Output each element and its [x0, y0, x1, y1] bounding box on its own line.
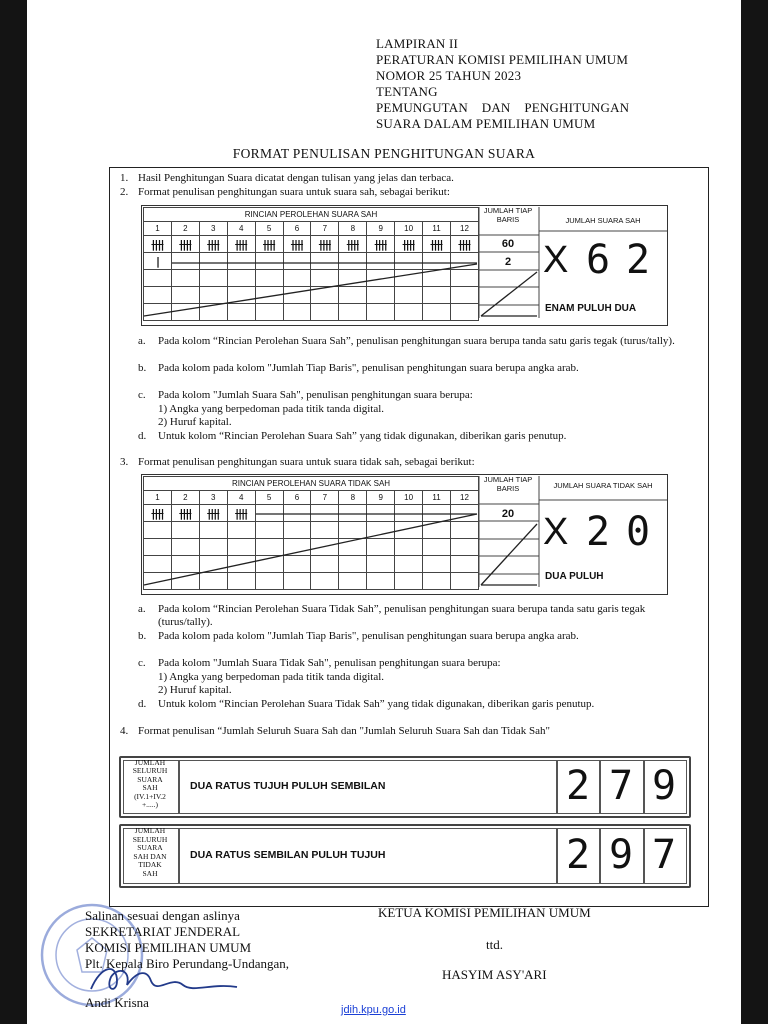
signer-right: HASYIM ASY'ARI — [442, 967, 547, 982]
label-line: JUMLAH — [134, 826, 166, 835]
tally-mark-icon: |||| — [151, 237, 164, 251]
row-total: 60 — [501, 238, 515, 250]
table-header: RINCIAN PEROLEHAN SUARA SAH — [144, 208, 479, 222]
item-number: 3. — [120, 456, 129, 468]
prefix-x: X — [543, 511, 569, 553]
tally-mark-icon: |||| — [207, 237, 220, 251]
page-title: FORMAT PENULISAN PENGHITUNGAN SUARA — [232, 146, 536, 161]
column-number: 4 — [227, 491, 255, 505]
tally-mark-icon: |||| — [263, 237, 276, 251]
tiap-baris-label: JUMLAH TIAP BARIS — [483, 206, 533, 224]
column-number: 12 — [450, 491, 478, 505]
note-text: 1) Angka yang berpedoman pada titik tanda digital. — [158, 670, 385, 683]
footer-line: KOMISI PEMILIHAN UMUM — [85, 940, 252, 955]
column-number: 6 — [283, 222, 311, 236]
tally-mark-icon: |||| — [179, 506, 192, 520]
ttd-label: ttd. — [486, 937, 503, 952]
box-label — [122, 827, 178, 879]
note-text: Pada kolom "Jumlah Suara Tidak Sah", penulisan penghitungan suara berupa: — [158, 657, 501, 669]
note-text: Untuk kolom “Rincian Perolehan Suara Sah” yang tidak digunakan, diberikan garis penutup. — [158, 429, 567, 442]
header-line: LAMPIRAN II — [376, 36, 459, 51]
note-letter: c. — [138, 389, 146, 401]
column-number: 5 — [255, 491, 283, 505]
table-header: RINCIAN PEROLEHAN SUARA TIDAK SAH — [144, 477, 479, 491]
box-digit: 9 — [608, 832, 634, 878]
footer-line: SEKRETARIAT JENDERAL — [85, 924, 241, 939]
note-letter: b. — [138, 630, 147, 642]
column-number: 1 — [144, 491, 172, 505]
column-number: 3 — [199, 491, 227, 505]
tally-mark-icon: |||| — [374, 237, 387, 251]
box-digit: 9 — [651, 763, 677, 809]
box-digit: 7 — [608, 763, 634, 809]
note-text: Pada kolom "Jumlah Suara Sah", penulisan penghitungan suara berupa: — [158, 389, 473, 401]
column-number: 10 — [395, 222, 423, 236]
label-line: SAH DAN — [133, 851, 167, 861]
label-line: TIDAK — [138, 860, 162, 870]
note-text: 1) Angka yang berpedoman pada titik tanda digital. — [158, 402, 385, 415]
column-number: 7 — [311, 491, 339, 505]
label-line: JUMLAH — [134, 758, 166, 767]
label-line: SELURUH — [132, 766, 168, 776]
header-line: PERATURAN KOMISI PEMILIHAN UMUM — [376, 52, 629, 67]
total-label: JUMLAH SUARA TIDAK SAH — [553, 481, 653, 490]
column-number: 1 — [144, 222, 172, 236]
note-letter: d. — [138, 429, 147, 442]
label-line: SUARA — [137, 843, 163, 853]
total-label: JUMLAH SUARA SAH — [565, 216, 641, 225]
tally-mark-icon: |||| — [151, 506, 164, 520]
header-line: NOMOR 25 TAHUN 2023 — [376, 68, 522, 83]
box-words: DUA RATUS SEMBILAN PULUH TUJUH — [190, 849, 386, 861]
total-words: ENAM PULUH DUA — [545, 303, 637, 314]
total-words: DUA PULUH — [545, 571, 604, 582]
total-digit: 0 — [625, 509, 651, 555]
column-number: 9 — [367, 222, 395, 236]
column-number: 6 — [283, 491, 311, 505]
footer-line: Salinan sesuai dengan aslinya — [85, 908, 240, 923]
tally-mark-icon: |||| — [402, 237, 415, 251]
box-label — [122, 759, 178, 809]
row-total: 20 — [501, 508, 515, 520]
note-letter: a. — [138, 335, 146, 347]
column-number: 11 — [423, 491, 451, 505]
note-text: Pada kolom “Rincian Perolehan Suara Sah”, penulisan penghitungan suara berupa tanda satu garis tegak (turus/tally). — [158, 335, 675, 347]
box-digit: 2 — [565, 832, 591, 878]
box-digit: 7 — [651, 832, 677, 878]
column-number: 8 — [339, 222, 367, 236]
label-line: +.....) — [141, 800, 159, 810]
chair-title: KETUA KOMISI PEMILIHAN UMUM — [378, 905, 591, 920]
tally-mark-icon: |||| — [207, 506, 220, 520]
tally-mark-icon: |||| — [458, 237, 471, 251]
column-number: 5 — [255, 222, 283, 236]
note-text: Pada kolom “Rincian Perolehan Suara Tidak Sah”, penulisan penghitungan suara berupa tanda satu garis tegak (turus/tally). — [158, 603, 646, 628]
row-total: 2 — [504, 256, 512, 268]
column-number: 9 — [367, 491, 395, 505]
column-number: 8 — [339, 491, 367, 505]
label-line: SAH — [142, 783, 158, 793]
jdih-link[interactable]: jdih.kpu.go.id — [341, 1004, 406, 1016]
column-number: 7 — [311, 222, 339, 236]
box-digit: 2 — [565, 763, 591, 809]
column-number: 11 — [423, 222, 451, 236]
tally-mark-icon: |||| — [430, 237, 443, 251]
note-text: Pada kolom pada kolom "Jumlah Tiap Baris", penulisan penghitungan suara berupa angka arab. — [158, 362, 579, 374]
item-number: 2. — [120, 186, 129, 198]
column-number: 2 — [171, 491, 199, 505]
item-number: 4. — [120, 725, 129, 737]
header-line: PEMUNGUTAN DAN PENGHITUNGAN — [376, 100, 630, 115]
tally-mark-icon: |||| — [235, 237, 248, 251]
column-number: 10 — [395, 491, 423, 505]
label-line: (IV.1+IV.2 — [134, 791, 166, 801]
column-number: 4 — [227, 222, 255, 236]
box-words: DUA RATUS TUJUH PULUH SEMBILAN — [190, 780, 386, 792]
item-text: Format penulisan “Jumlah Seluruh Suara Sah dan "Jumlah Seluruh Suara Sah dan Tidak Sah" — [138, 725, 550, 737]
note-text: Untuk kolom “Rincian Perolehan Suara Tidak Sah” yang tidak digunakan, diberikan garis penutup. — [158, 697, 595, 710]
footer-line: Plt. Kepala Biro Perundang-Undangan, — [85, 956, 289, 971]
item-number: 1. — [120, 172, 129, 184]
signer-left: Andi Krisna — [85, 995, 149, 1010]
item-text: Hasil Penghitungan Suara dicatat dengan tulisan yang jelas dan terbaca. — [138, 172, 454, 184]
column-number: 12 — [450, 222, 478, 236]
note-letter: d. — [138, 697, 147, 710]
note-letter: b. — [138, 362, 147, 374]
label-line: SUARA — [137, 774, 163, 784]
item-text: Format penulisan penghitungan suara untuk suara sah, sebagai berikut: — [138, 186, 450, 198]
column-number: 3 — [199, 222, 227, 236]
tally-mark-icon: |||| — [318, 237, 331, 251]
label-line: SELURUH — [132, 834, 168, 844]
tiap-baris-label: JUMLAH TIAP BARIS — [483, 475, 533, 493]
total-digit: 2 — [625, 237, 651, 283]
tally-mark-icon: |||| — [346, 237, 359, 251]
note-letter: c. — [138, 657, 146, 669]
total-digit: 2 — [585, 509, 611, 555]
note-letter: a. — [138, 603, 146, 615]
note-text: 2) Huruf kapital. — [158, 684, 232, 696]
prefix-x: X — [543, 239, 569, 281]
header-line: SUARA DALAM PEMILIHAN UMUM — [376, 116, 596, 131]
tally-mark-icon: |||| — [235, 506, 248, 520]
document-page — [27, 0, 741, 1024]
tally-mark-icon: |||| — [179, 237, 192, 251]
column-number: 2 — [171, 222, 199, 236]
note-text: 2) Huruf kapital. — [158, 416, 232, 428]
tally-mark-icon: |||| — [290, 237, 304, 251]
label-line: SAH — [142, 868, 158, 878]
note-text: Pada kolom pada kolom "Jumlah Tiap Baris", penulisan penghitungan suara berupa angka arab. — [158, 630, 579, 642]
header-line: TENTANG — [376, 84, 438, 99]
item-text: Format penulisan penghitungan suara untuk suara tidak sah, sebagai berikut: — [138, 456, 475, 468]
tally-mark-icon: | — [155, 254, 159, 268]
total-digit: 6 — [585, 237, 611, 283]
